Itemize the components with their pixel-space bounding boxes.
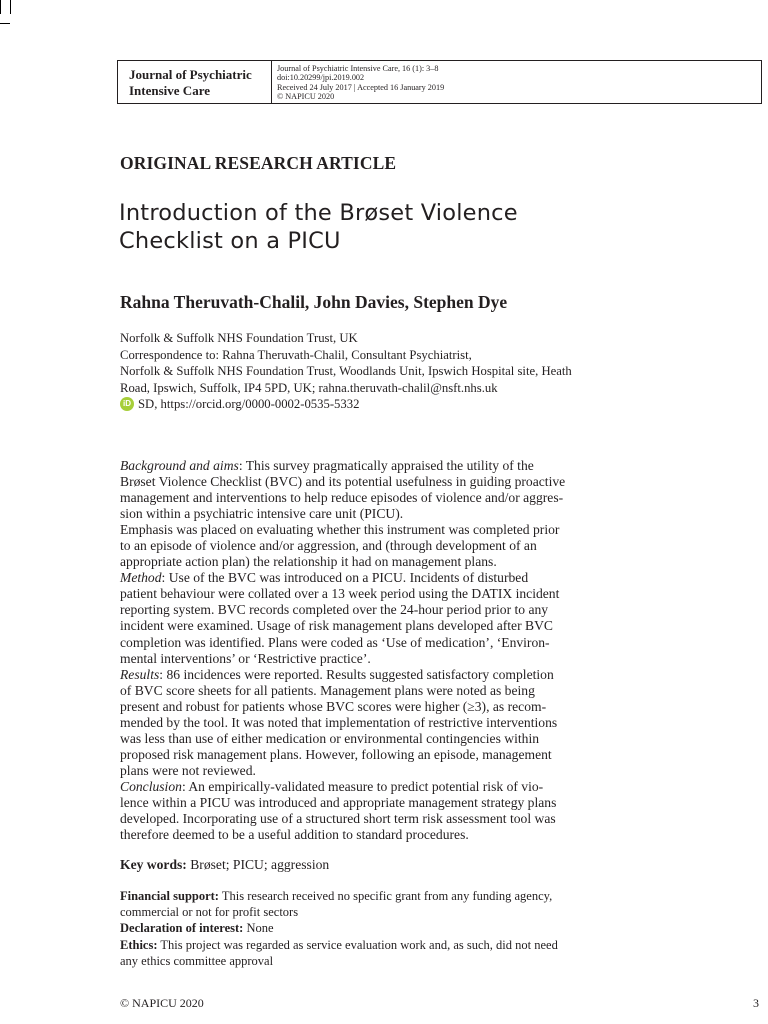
financial-support-label: Financial support:	[120, 889, 219, 903]
declaration-label: Declaration of interest:	[120, 921, 244, 936]
financial-support-text: commercial or not for profit sectors	[120, 905, 299, 920]
orcid-row	[120, 396, 572, 413]
abstract-line: : An empirically-validated measure to predict potential risk of vio-	[181, 778, 544, 794]
journal-name-line: Intensive Care	[129, 83, 211, 98]
title-line: Checklist on a PICU	[119, 228, 341, 254]
abstract-line: patient behaviour were collated over a 13 week period using the DATIX incident	[120, 586, 560, 602]
affiliation-line: Norfolk & Suffolk NHS Foundation Trust, Woodlands Unit, Ipswich Hospital site, Heath	[120, 364, 572, 378]
abstract-line: to an episode of violence and/or aggression, and (through development of an	[120, 538, 537, 554]
author-list: Rahna Theruvath-Chalil, John Davies, Stephen Dye	[120, 292, 508, 312]
abstract-line: sion within a psychiatric intensive care unit (PICU).	[120, 506, 404, 522]
abstract-line: incident were examined. Usage of risk management plans developed after BVC	[120, 618, 553, 634]
abstract-line: : Use of the BVC was introduced on a PICU. Incidents of disturbed	[161, 570, 529, 586]
abstract-line: mental interventions’ or ‘Restrictive practice’.	[120, 650, 371, 666]
crop-mark	[0, 0, 1, 14]
journal-metadata-box	[271, 60, 762, 104]
abstract-line: appropriate action plan) the relationship it had on management plans.	[120, 554, 497, 570]
doi: doi:10.20299/jpi.2019.002	[277, 73, 365, 83]
background-label: Background and aims	[120, 458, 239, 473]
affiliation-line: Norfolk & Suffolk NHS Foundation Trust, UK	[120, 331, 358, 345]
abstract-line: plans were not reviewed.	[120, 762, 256, 778]
abstract-line: management and interventions to help reduce episodes of violence and/or aggres-	[120, 490, 564, 506]
journal-citation: Journal of Psychiatric Intensive Care, 16 (1): 3–8	[277, 64, 439, 73]
journal-name-line: Journal of Psychiatric	[129, 67, 252, 82]
affiliation-line: Road, Ipswich, Suffolk, IP4 5PD, UK; rahna.theruvath-chalil@nsft.nhs.uk	[120, 380, 498, 395]
abstract-line: developed. Incorporating use of a structured short term risk assessment tool was	[120, 811, 556, 827]
ethics-label: Ethics:	[120, 937, 158, 952]
crop-mark	[10, 0, 11, 14]
page-number: 3	[753, 996, 759, 1010]
ethics-text: This project was regarded as service evaluation work and, as such, did not need	[160, 937, 558, 952]
abstract	[120, 458, 620, 843]
abstract-line: : 86 incidences were reported. Results suggested satisfactory completion	[159, 666, 554, 682]
orcid-link[interactable]: SD, https://orcid.org/0000-0002-0535-5332	[138, 397, 360, 411]
abstract-line: present and robust for patients whose BVC scores were higher (≥3), as recom-	[120, 698, 547, 714]
journal-copyright: © NAPICU 2020	[277, 92, 335, 102]
crop-mark	[0, 23, 10, 24]
abstract-line: mended by the tool. It was noted that implementation of restrictive interventions	[120, 714, 558, 730]
abstract-line: completion was identified. Plans were coded as ‘Use of medication’, ‘Environ-	[120, 634, 550, 650]
affiliation-line: Correspondence to: Rahna Theruvath-Chalil, Consultant Psychiatrist,	[120, 347, 472, 362]
abstract-line: was less than use of either medication or environmental contingencies within	[120, 730, 540, 746]
abstract-line: of BVC score sheets for all patients. Management plans were noted as being	[120, 682, 535, 698]
abstract-line: therefore deemed to be a useful addition to standard procedures.	[120, 827, 469, 843]
footer-copyright: © NAPICU 2020	[120, 996, 204, 1010]
journal-name-box	[117, 60, 272, 104]
declaration-value: None	[246, 921, 274, 936]
article-title	[119, 199, 518, 255]
received-accepted-dates: Received 24 July 2017 | Accepted 16 January 2019	[277, 82, 445, 92]
abstract-line: Emphasis was placed on evaluating whether this instrument was completed prior	[120, 522, 560, 538]
keywords	[120, 857, 329, 873]
article-notes	[120, 888, 558, 969]
title-line: Introduction of the Brøset Violence	[119, 200, 518, 226]
abstract-line: Brøset Violence Checklist (BVC) and its potential usefulness in guiding proactive	[120, 474, 566, 490]
keywords-label: Key words:	[120, 857, 187, 872]
abstract-line: proposed risk management plans. However, following an episode, management	[120, 746, 552, 762]
keywords-value: Brøset; PICU; aggression	[190, 857, 330, 872]
conclusion-label: Conclusion	[120, 778, 182, 794]
abstract-line: : This survey pragmatically appraised the utility of the	[238, 458, 534, 473]
abstract-line: lence within a PICU was introduced and appropriate management strategy plans	[120, 794, 557, 810]
affiliation-block	[120, 330, 572, 413]
orcid-icon[interactable]: iD	[120, 397, 134, 411]
method-label: Method	[120, 570, 162, 586]
abstract-line: reporting system. BVC records completed over the 24-hour period prior to any	[120, 602, 549, 618]
financial-support-text: This research received no specific grant from any funding agency,	[221, 889, 553, 903]
results-label: Results	[120, 666, 160, 682]
ethics-text: any ethics committee approval	[120, 953, 274, 968]
article-type: ORIGINAL RESEARCH ARTICLE	[120, 153, 397, 173]
